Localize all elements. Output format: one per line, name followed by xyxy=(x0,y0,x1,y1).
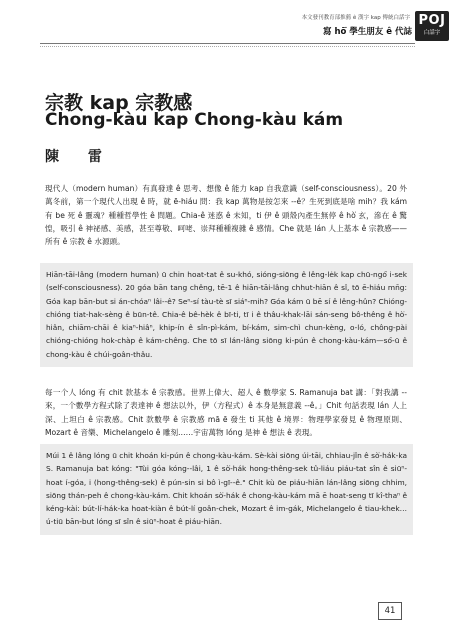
article-title-poj: Chong-kàu kap Chong-kàu kám xyxy=(45,110,344,130)
logo-main-text: POJ xyxy=(418,13,446,28)
paragraph-2-poj-box: Múi 1 ê lâng lóng ū chit khoán ki-pún ê chong-kàu-kám. Sè-kài siōng úi-tāi, chhiau-jîn ê sò͘-hák-ka S. Ramanuja bat kóng: "Tùi góa kóng--lâi, 1 ê sò͘-hák hong-thêng-sek tû-liáu piáu-tat sîn ê siūⁿ-hoat í-góa, i (hong-thêng-sek) ê pún-sin si bô ì-gī--ê." Chit kù ōe piáu-hiān lán-lâng siōng chhim, siōng thán-peh ê chong-kàu-kám. Chit khoán sò͘-hák ê chong-kàu-kám mā ē hoat-seng tī kî-thaⁿ ê kéng-kài: bút-lí-hák-ka hoat-kiàn ê bút-lí goân-chek, Mozart ê im-gák, Michelangelo ê tiau-khek… ú-tiū bān-but lóng sī sîn ê siūⁿ-hoat ê piáu-hiān. xyxy=(40,444,413,535)
header-rule xyxy=(40,43,415,44)
poj-logo xyxy=(415,11,449,41)
header-dotted-rule xyxy=(40,46,415,47)
series-note: 本文發刊教育部推薦 ê 漢字 kap 傳統白話字 xyxy=(301,15,410,21)
section-title: 寫 hō͘ 學生朋友 ê 代誌 xyxy=(323,27,412,37)
paragraph-2-hanji: 每一个人 lóng 有 chit 款基本 ê 宗教感。世界上偉大、超人 ê 數學家 S. Ramanuja bat 講：「對我講 -- 來，一个數學方程式除了表達神 ê 想法以外，伊（方程式）ê 本身是無意義 --ê。」Chit 句話表現 lán 人上深、上坦白 ê 宗教感。Chit 款數學 ê 宗教感 mā ē 發生 ti 其他 ê 境界：物理學家發見 ê 物理原則、Mozart ê 音樂、Michelangelo ê 雕刻……宇宙萬物 lóng 是神 ê 想法 ê 表現。 xyxy=(45,388,407,437)
paragraph-1-hanji: 現代人（modern human）有真發達 ê 思考、想像 ê 能力 kap 自我意識（self-consciousness）。20 外萬冬前，第一个現代人出現 ê 時，就 ē-hiáu 問：我 kap 萬物是按怎來 --ê？生死到底是啥 mih？我 kám 有 be 死 ê 靈魂？種種哲學性 ê 問題。Chia-ê 迷惑 ê 未知，ti 伊 ê 頭殼內產生無停 ê hò͘ 玄，滲在 ê 驚惶，吸引 ê 神祕感、美感，甚至尊敬、呵咾、崇拜種種複雜 ê 感情。Che 就是 lán 人上基本 ê 宗教感——所有 ê 宗教 ê 水源頭。 xyxy=(45,184,407,247)
article-title-hanji: 宗教 kap 宗教感 xyxy=(45,92,193,114)
paragraph-1-poj-box: Hiān-tāi-lâng (modern human) ū chin hoat-tat ê su-khó, sióng-siōng ê lêng-lėk kap chū-ngó͘ i-sek (self-consciousness). 20 góa bān tang chêng, tē-1 ê hiān-tāi-lâng chhut-hiān ê sî, tō ē-hiáu mn̄g: Góa kap bān-but si án-chóaⁿ lâi--ê? Seⁿ-sí tàu-tè sī siáⁿ-mih? Góa kám ū bē sí ê lêng-hûn? Chióng-chióng tiat-hak-sèng ê būn-tê. Chia-ê bê-hèk ê bī-ti, tī i ê thâu-khak-lāi sán-seng bô-thêng ê hò͘-hiân, chiām-chāi ê kiaⁿ-hiâⁿ, khip-ín ê sîn-pì-kám, bí-kám, sim-chì chun-kèng, o-ló, chông-pài chióng-chióng hok-chàp ê kám-chêng. Che tō sī lán-lâng siōng ki-pún ê chong-kàu-kám—só͘-ū ê chong-kàu ê chúi-goân-thâu. xyxy=(40,263,413,367)
logo-sub-text: 白話字 xyxy=(423,30,441,36)
page-number: 41 xyxy=(378,602,402,620)
author-name: 陳 雷 xyxy=(45,149,114,165)
